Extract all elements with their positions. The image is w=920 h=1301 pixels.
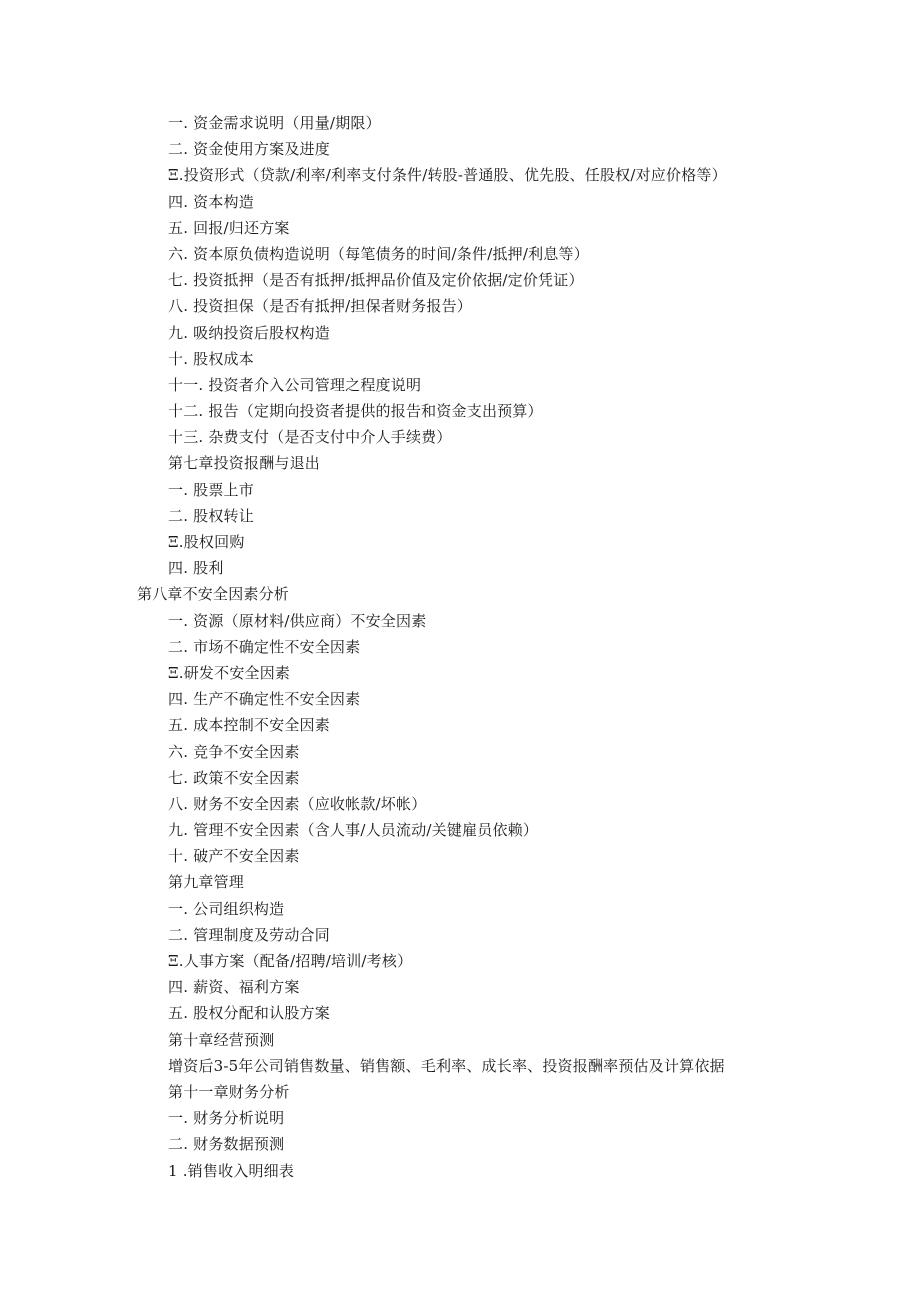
outline-line: 一. 财务分析说明 bbox=[168, 1109, 285, 1128]
outline-line: 八. 投资担保（是否有抵押/担保者财务报告） bbox=[168, 297, 472, 316]
outline-line: Ξ.投资形式（贷款/利率/利率支付条件/转股-普通股、优先股、任股权/对应价格等） bbox=[168, 166, 727, 185]
outline-line: 九. 吸纳投资后股权构造 bbox=[168, 323, 330, 342]
outline-line: 1 .销售收入明细表 bbox=[168, 1161, 295, 1180]
outline-line: 十一. 投资者介入公司管理之程度说明 bbox=[168, 375, 422, 394]
outline-line: 四. 生产不确定性不安全因素 bbox=[168, 690, 361, 709]
outline-line: 十三. 杂费支付（是否支付中介人手续费） bbox=[168, 428, 452, 447]
outline-line: 六. 竞争不安全因素 bbox=[168, 742, 300, 761]
outline-line: 二. 市场不确定性不安全因素 bbox=[168, 637, 361, 656]
outline-line: 增资后3-5年公司销售数量、销售额、毛利率、成长率、投资报酬率预估及计算依据 bbox=[168, 1056, 725, 1075]
outline-line: 一. 资金需求说明（用量/期限） bbox=[168, 114, 381, 132]
outline-line: 六. 资本原负债构造说明（每笔债务的时间/条件/抵押/利息等） bbox=[168, 244, 589, 263]
outline-line: 第十一章财务分析 bbox=[168, 1082, 290, 1101]
outline-line: Ξ.股权回购 bbox=[168, 533, 245, 551]
outline-line: 二. 财务数据预测 bbox=[168, 1135, 285, 1154]
outline-line: 四. 薪资、福利方案 bbox=[168, 978, 300, 997]
outline-line: 十. 破产不安全因素 bbox=[168, 847, 300, 866]
outline-line: 四. 资本构造 bbox=[168, 192, 254, 211]
outline-line: 第七章投资报酬与退出 bbox=[168, 454, 321, 473]
outline-line: 十二. 报告（定期向投资者提供的报告和资金支出预算） bbox=[168, 402, 543, 421]
chapter-heading-line: 第八章不安全因素分析 bbox=[137, 585, 290, 604]
outline-line: 八. 财务不安全因素（应收帐款/坏帐） bbox=[168, 794, 427, 813]
outline-line: 一. 股票上市 bbox=[168, 480, 254, 499]
outline-line: 一. 资源（原材料/供应商）不安全因素 bbox=[168, 611, 427, 630]
outline-line: 一. 公司组织构造 bbox=[168, 899, 285, 918]
outline-line: 第九章管理 bbox=[168, 873, 245, 892]
outline-list bbox=[0, 110, 920, 1184]
outline-line: Ξ.人事方案（配备/招聘/培训/考核） bbox=[168, 952, 413, 970]
outline-line: 七. 政策不安全因素 bbox=[168, 768, 300, 787]
outline-line: 二. 股权转让 bbox=[168, 506, 254, 525]
outline-line: 第十章经营预测 bbox=[168, 1030, 275, 1049]
outline-line: 四. 股利 bbox=[168, 559, 224, 578]
outline-line: 五. 成本控制不安全因素 bbox=[168, 716, 330, 735]
outline-line: 十. 股权成本 bbox=[168, 349, 254, 368]
outline-line: 九. 管理不安全因素（含人事/人员流动/关键雇员依赖） bbox=[168, 821, 539, 840]
outline-line: 二. 管理制度及劳动合同 bbox=[168, 925, 330, 944]
outline-line: 七. 投资抵押（是否有抵押/抵押品价值及定价依据/定价凭证） bbox=[168, 271, 584, 290]
outline-line: 五. 股权分配和认股方案 bbox=[168, 1004, 330, 1023]
outline-line: 二. 资金使用方案及进度 bbox=[168, 140, 330, 159]
outline-line: Ξ.研发不安全因素 bbox=[168, 663, 291, 682]
outline-line: 五. 回报/归还方案 bbox=[168, 218, 290, 237]
